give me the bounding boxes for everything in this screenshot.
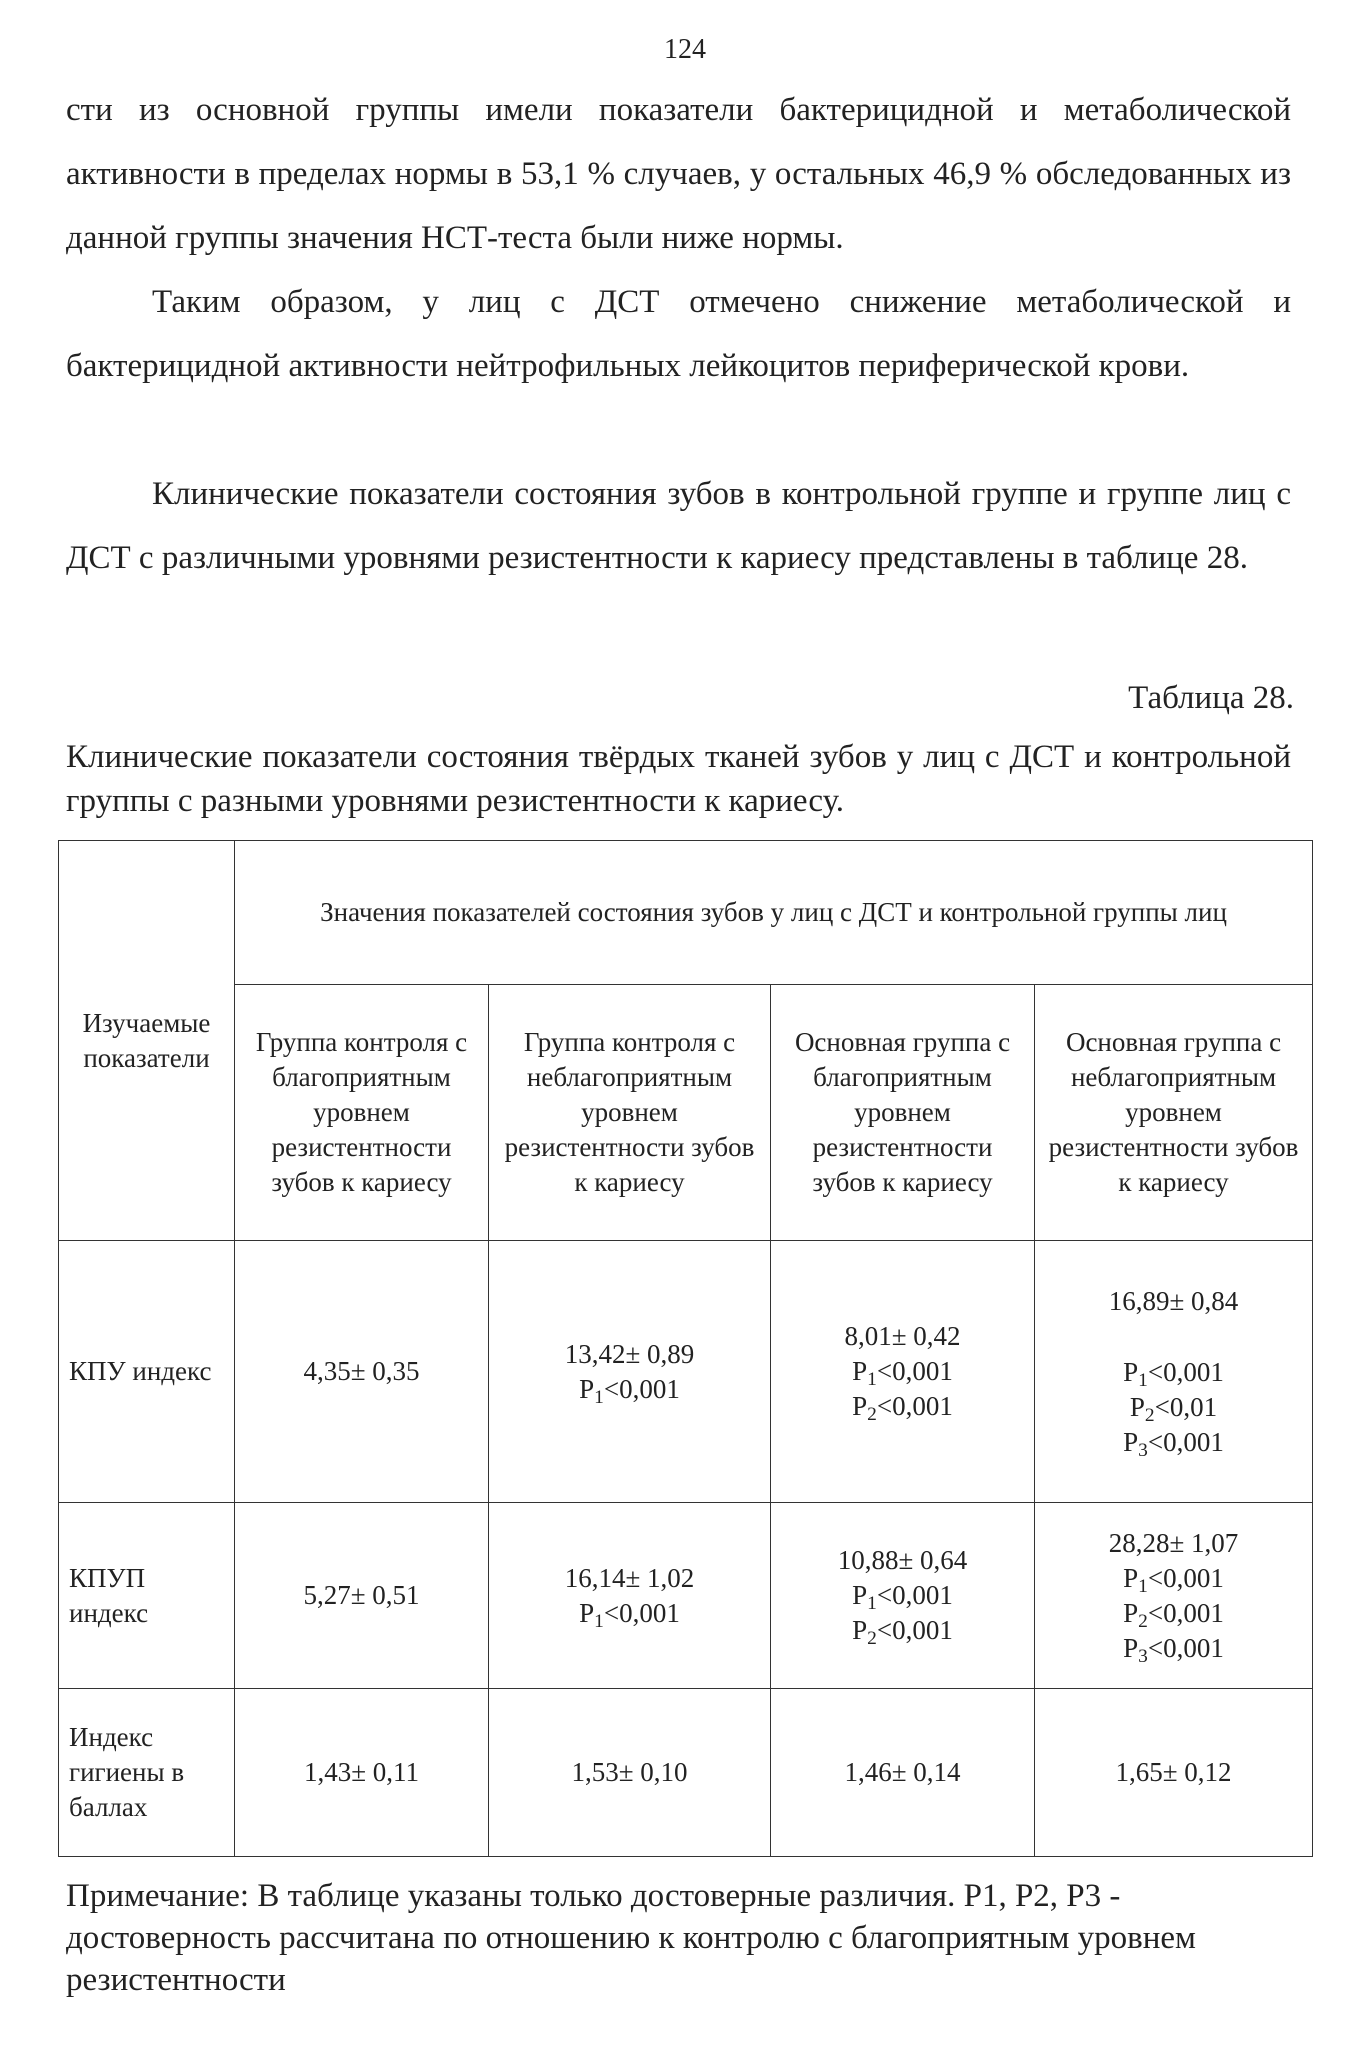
cell-value: 4,35± 0,35 [235, 1241, 489, 1503]
paragraph-text: Таким образом, у лиц с ДСТ отмечено снижение метаболической и бактерицидной активности нейтрофильных лейкоцитов периферической крови. [66, 284, 1291, 384]
p1-value: <0,001 [876, 1580, 953, 1610]
cell-value: 5,27± 0,51 [235, 1503, 489, 1689]
value-line: 13,42± 0,89 [564, 1338, 695, 1369]
table-row-hygiene [59, 1689, 1313, 1857]
cell-value [489, 1241, 771, 1503]
row-header-cell: Изучаемые показатели [59, 841, 235, 1241]
p1-value: <0,001 [1147, 1356, 1224, 1387]
p3-value: <0,001 [1147, 1426, 1224, 1457]
column-header-1: Группа контроля с благоприятным уровнем резистентности зубов к кариесу [235, 985, 489, 1241]
p-line: $P_1<0,001$ [1123, 1356, 1224, 1391]
cell-value: 1,65± 0,12 [1035, 1689, 1313, 1857]
p2-value: <0,001 [1147, 1597, 1224, 1628]
p2-value: <0,001 [876, 1615, 953, 1645]
value-line: 16,89± 0,84 [1108, 1285, 1239, 1316]
cell-value [489, 1503, 771, 1689]
p-line: $P_2<0,001$ [852, 1615, 953, 1649]
value-line: 16,14± 1,02 [564, 1562, 695, 1593]
cell-value [1035, 1241, 1313, 1503]
p-line: $P_1<0,001$ [579, 1373, 680, 1408]
p-line: $P_2<0,01$ [1129, 1391, 1218, 1426]
column-header-2: Группа контроля с неблагоприятным уровнем резистентности зубов к кариесу [489, 985, 771, 1241]
paragraph-2 [66, 270, 1291, 398]
cell-value [771, 1241, 1035, 1503]
table-title: Клинические показатели состояния твёрдых тканей зубов у лиц с ДСТ и контрольной группы с разными уровнями резистентности к кариесу. [66, 739, 1291, 819]
table-subheader-row [59, 985, 1313, 1241]
row-label: КПУ индекс [59, 1241, 235, 1503]
results-table [58, 840, 1313, 1857]
paragraph-text: Клинические показатели состояния зубов в контрольной группе и группе лиц с ДСТ с различными уровнями резистентности к кариесу представлены в таблице 28. [66, 476, 1291, 576]
p2-value: <0,01 [1154, 1391, 1218, 1422]
p-line: $P_1<0,001$ [579, 1597, 680, 1632]
paragraph-text: сти из основной группы имели показатели бактерицидной и метаболической активности в пределах нормы в 53,1 % случаев, у остальных 46,9 % обследованных из данной группы значения НСТ-теста были ниже нормы. [66, 92, 1291, 256]
paragraph-1 [66, 78, 1291, 270]
p-line: $P_1<0,001$ [852, 1356, 953, 1390]
table-header-row [59, 841, 1313, 985]
cell-value: 1,43± 0,11 [235, 1689, 489, 1857]
p-line: $P_1<0,001$ [1123, 1562, 1224, 1597]
page-number: 124 [664, 34, 706, 65]
column-header-3: Основная группа с благоприятным уровнем резистентности зубов к кариесу [771, 985, 1035, 1241]
cell-value: 1,46± 0,14 [771, 1689, 1035, 1857]
p-line: $P_2<0,001$ [1123, 1597, 1224, 1632]
p1-value: <0,001 [876, 1356, 953, 1386]
p-line: $P_3<0,001$ [1123, 1632, 1224, 1667]
cell-value [1035, 1503, 1313, 1689]
row-label: КПУП индекс [59, 1503, 235, 1689]
cell-value [771, 1503, 1035, 1689]
value-line: 8,01± 0,42 [844, 1321, 961, 1351]
table-number: Таблица 28. [1128, 680, 1294, 716]
p2-value: <0,001 [876, 1391, 953, 1421]
table-row-kpu [59, 1241, 1313, 1503]
paragraph-3 [66, 462, 1291, 590]
cell-value: 1,53± 0,10 [489, 1689, 771, 1857]
p-line: $P_3<0,001$ [1123, 1426, 1224, 1461]
value-line: 28,28± 1,07 [1108, 1527, 1239, 1558]
value-line: 10,88± 0,64 [837, 1545, 968, 1575]
group-header-cell: Значения показателей состояния зубов у лиц с ДСТ и контрольной группы лиц [235, 841, 1313, 985]
row-label: Индекс гигиены в баллах [59, 1689, 235, 1857]
p1-value: <0,001 [603, 1373, 680, 1404]
p-line: $P_1<0,001$ [852, 1580, 953, 1614]
table-note: Примечание: В таблице указаны только достоверные различия. P1, P2, P3 - достоверность рассчитана по отношению к контролю с благоприятным уровнем резистентности [66, 1878, 1196, 1998]
p1-value: <0,001 [603, 1597, 680, 1628]
column-header-4: Основная группа с неблагоприятным уровнем резистентности зубов к кариесу [1035, 985, 1313, 1241]
p3-value: <0,001 [1147, 1632, 1224, 1663]
p1-value: <0,001 [1147, 1562, 1224, 1593]
table-row-kpup [59, 1503, 1313, 1689]
p-line: $P_2<0,001$ [852, 1391, 953, 1425]
